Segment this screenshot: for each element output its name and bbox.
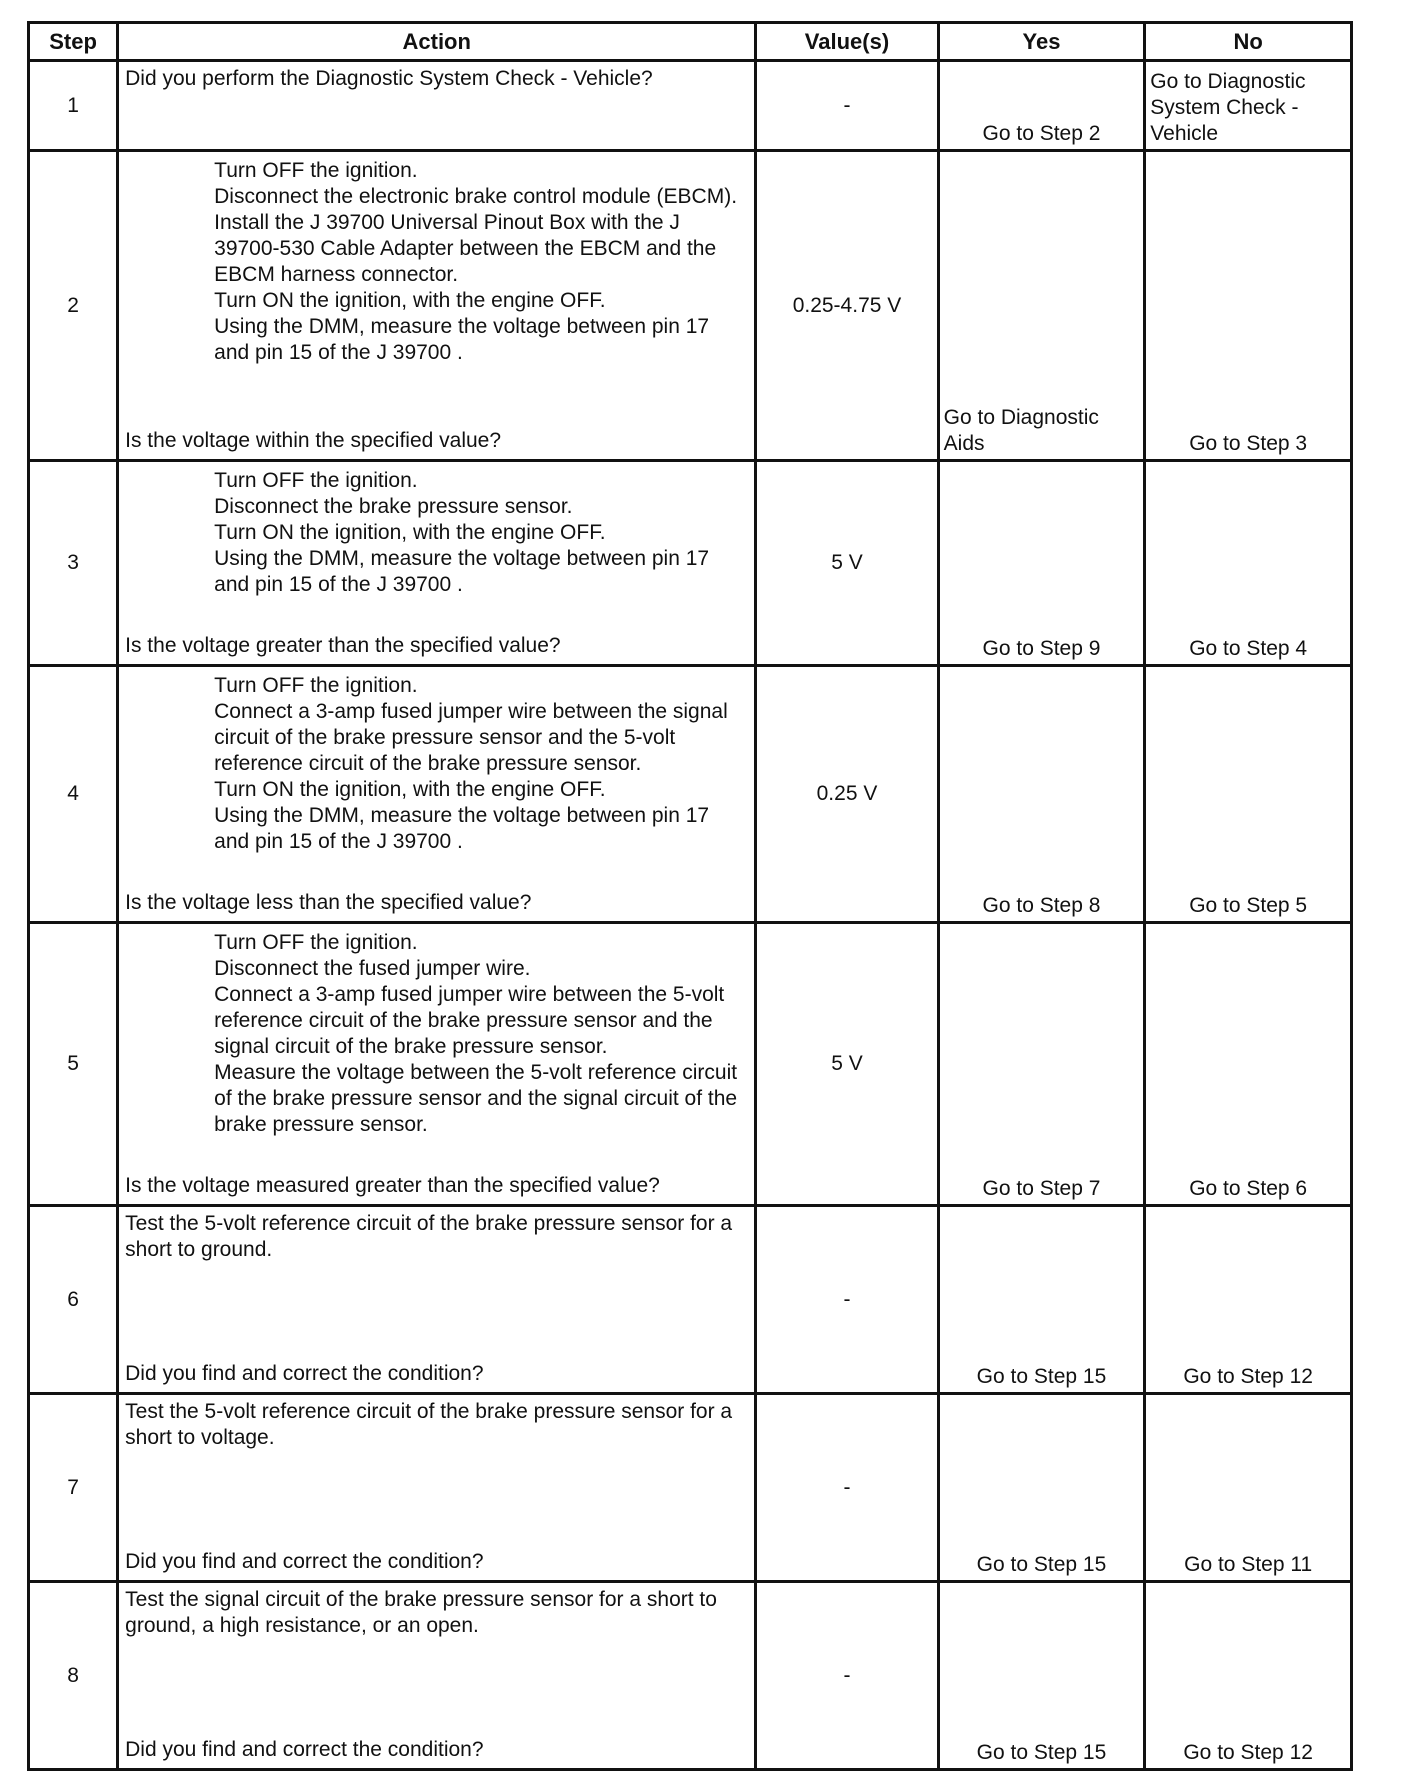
no-link[interactable]: Go to Step 3 [1189,432,1308,455]
no-cell [1145,1394,1352,1582]
step-number: 7 [29,1394,118,1582]
table-row [29,923,1352,1206]
action-text: Test the signal circuit of the brake pressure sensor for a short to ground, a high resistance, or an open. [125,1588,717,1637]
action-cell [118,1394,756,1582]
header-yes: Yes [938,23,1145,61]
action-text: Test the 5-volt reference circuit of the brake pressure sensor for a short to voltage. [125,1400,733,1449]
instruction: Turn ON the ignition, with the engine OFF. [214,289,606,312]
value-cell: - [756,1582,938,1770]
instruction: Disconnect the brake pressure sensor. [214,495,573,518]
no-cell [1145,151,1352,461]
yes-link[interactable]: Go to Step 7 [982,1177,1101,1200]
action-cell [118,666,756,923]
header-values: Value(s) [756,23,938,61]
instruction: Connect a 3-amp fused jumper wire between the 5-volt reference circuit of the brake pressure sensor and the signal circuit of the brake pressure sensor. [214,983,725,1058]
yes-link[interactable]: Go to Step 15 [976,1741,1107,1764]
no-link[interactable]: Go to Diagnostic System Check - Vehicle [1150,70,1306,145]
value-cell: - [756,1394,938,1582]
yes-cell [938,923,1145,1206]
yes-link[interactable]: Go to Step 8 [982,894,1101,917]
no-cell [1145,1206,1352,1394]
instruction: Using the DMM, measure the voltage between pin 17 and pin 15 of the J 39700 . [214,804,710,853]
yes-cell [938,1582,1145,1770]
header-action: Action [118,23,756,61]
value-cell: 0.25 V [756,666,938,923]
step-number: 5 [29,923,118,1206]
yes-cell [938,151,1145,461]
yes-link[interactable]: Go to Step 15 [976,1553,1107,1576]
instruction: Install the J 39700 Universal Pinout Box with the J 39700-530 Cable Adapter between the EBCM and the EBCM harness connector. [214,211,717,286]
instruction-list [119,667,754,855]
instruction: Turn ON the ignition, with the engine OFF. [214,778,606,801]
no-cell [1145,1582,1352,1770]
no-cell [1145,666,1352,923]
question-text: Did you find and correct the condition? [125,1550,484,1573]
header-no: No [1145,23,1352,61]
action-cell [118,151,756,461]
step-number: 1 [29,61,118,151]
action-cell [118,1206,756,1394]
no-link[interactable]: Go to Step 4 [1189,637,1308,660]
no-link[interactable]: Go to Step 11 [1184,1553,1313,1576]
step-number: 8 [29,1582,118,1770]
step-number: 4 [29,666,118,923]
no-cell [1145,923,1352,1206]
yes-link[interactable]: Go to Step 9 [982,637,1101,660]
action-text: Test the 5-volt reference circuit of the brake pressure sensor for a short to ground. [125,1212,733,1261]
instruction: Turn ON the ignition, with the engine OFF. [214,521,606,544]
instruction: Connect a 3-amp fused jumper wire between the signal circuit of the brake pressure sensor and the 5-volt reference circuit of the brake pressure sensor. [214,700,728,775]
action-cell [118,1582,756,1770]
table-row [29,1206,1352,1394]
action-text: Did you perform the Diagnostic System Check - Vehicle? [125,67,653,90]
question-text: Is the voltage within the specified value? [125,429,502,452]
question-text: Is the voltage greater than the specified value? [125,634,561,657]
step-number: 2 [29,151,118,461]
header-row [29,23,1352,61]
instruction: Turn OFF the ignition. [214,674,418,697]
yes-cell [938,1394,1145,1582]
value-cell: - [756,61,938,151]
instruction: Measure the voltage between the 5-volt reference circuit of the brake pressure sensor and the signal circuit of the brake pressure sensor. [214,1061,738,1136]
instruction-list [119,462,754,598]
instruction: Turn OFF the ignition. [214,469,418,492]
question-text: Is the voltage less than the specified value? [125,891,532,914]
value-cell: - [756,1206,938,1394]
diagnostic-table [27,21,1353,1771]
no-link[interactable]: Go to Step 12 [1183,1365,1313,1388]
instruction: Disconnect the fused jumper wire. [214,957,531,980]
instruction: Turn OFF the ignition. [214,931,418,954]
table-row [29,461,1352,666]
yes-link[interactable]: Go to Diagnostic Aids [943,406,1099,455]
no-cell [1145,461,1352,666]
table-row [29,666,1352,923]
no-cell [1145,61,1352,151]
step-number: 6 [29,1206,118,1394]
instruction-list [119,924,754,1138]
no-link[interactable]: Go to Step 12 [1183,1741,1313,1764]
instruction: Using the DMM, measure the voltage between pin 17 and pin 15 of the J 39700 . [214,315,710,364]
table-row [29,1582,1352,1770]
yes-cell [938,1206,1145,1394]
action-cell [118,923,756,1206]
action-cell [118,461,756,666]
table-row [29,151,1352,461]
instruction-list [119,152,754,366]
value-cell: 0.25-4.75 V [756,151,938,461]
action-cell [118,61,756,151]
no-link[interactable]: Go to Step 5 [1189,894,1308,917]
yes-cell [938,461,1145,666]
question-text: Did you find and correct the condition? [125,1738,484,1761]
question-text: Is the voltage measured greater than the specified value? [125,1174,660,1197]
table-row [29,1394,1352,1582]
step-number: 3 [29,461,118,666]
instruction: Using the DMM, measure the voltage between pin 17 and pin 15 of the J 39700 . [214,547,710,596]
header-step: Step [29,23,118,61]
value-cell: 5 V [756,923,938,1206]
yes-cell [938,61,1145,151]
instruction: Turn OFF the ignition. [214,159,418,182]
yes-cell [938,666,1145,923]
yes-link[interactable]: Go to Step 15 [976,1365,1107,1388]
value-cell: 5 V [756,461,938,666]
no-link[interactable]: Go to Step 6 [1189,1177,1308,1200]
instruction: Disconnect the electronic brake control module (EBCM). [214,185,738,208]
question-text: Did you find and correct the condition? [125,1362,484,1385]
table-row [29,61,1352,151]
yes-link[interactable]: Go to Step 2 [982,122,1101,145]
